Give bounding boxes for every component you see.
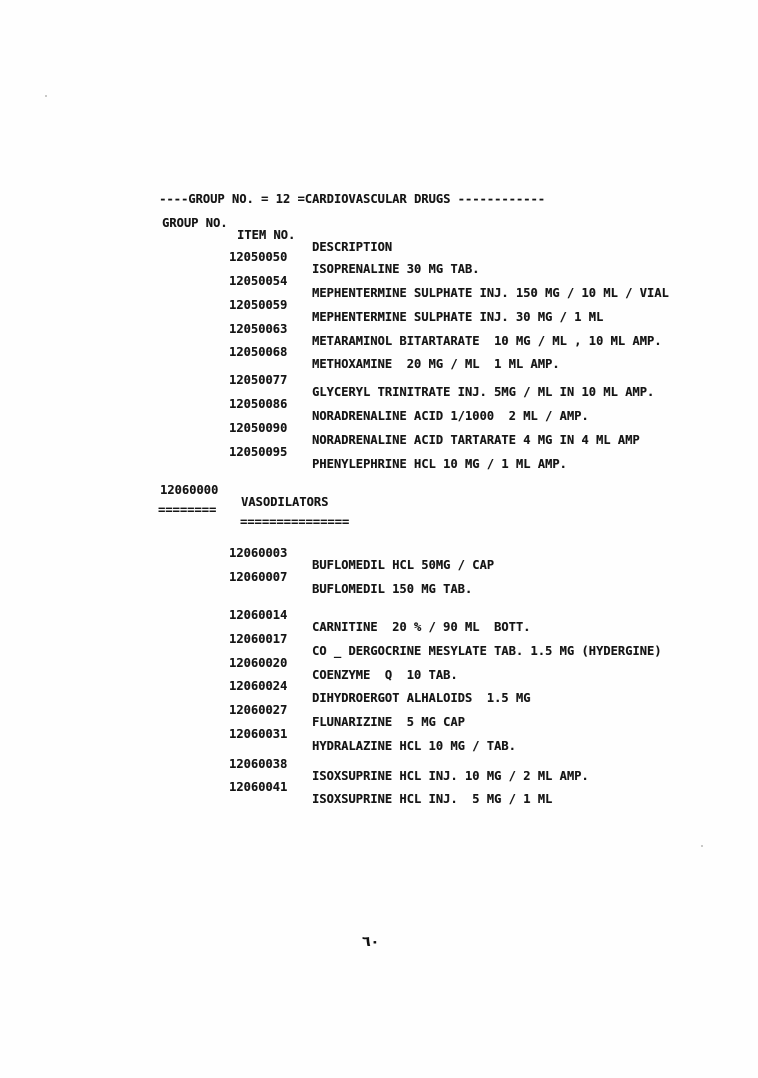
- item-description: ISOXSUPRINE HCL INJ. 10 MG / 2 ML AMP.: [312, 769, 589, 783]
- item-description: CARNITINE 20 % / 90 ML BOTT.: [312, 620, 531, 634]
- drug-row: [0, 559, 758, 596]
- scan-speck: [701, 845, 703, 847]
- drug-row: [0, 746, 758, 783]
- item-description: BUFLOMEDIL 150 MG TAB.: [312, 582, 473, 596]
- item-description: MEPHENTERMINE SULPHATE INJ. 30 MG / 1 ML: [312, 310, 604, 324]
- item-description: NORADRENALINE ACID 1/1000 2 ML / AMP.: [312, 409, 589, 423]
- section-title: VASODILATORS: [241, 495, 329, 509]
- item-number: 12060014: [229, 608, 288, 622]
- column-header-group-no: GROUP NO.: [162, 216, 228, 230]
- item-description: GLYCERYL TRINITRATE INJ. 5MG / ML IN 10 ML AMP.: [312, 385, 655, 399]
- drug-row: [0, 311, 758, 348]
- item-number: 12050086: [229, 397, 288, 411]
- item-number: 12050050: [229, 250, 288, 264]
- item-description: CO _ DERGOCRINE MESYLATE TAB. 1.5 MG (HYDERGINE): [312, 644, 662, 658]
- item-number: 12060031: [229, 727, 288, 741]
- drug-row: [0, 434, 758, 471]
- column-header-item-no: ITEM NO.: [237, 228, 296, 242]
- page-number: ٦٠: [362, 934, 380, 950]
- drug-row: [0, 386, 758, 423]
- item-description: DIHYDROERGOT ALHALOIDS 1.5 MG: [312, 691, 531, 705]
- item-number: 12060038: [229, 757, 288, 771]
- item-description: NORADRENALINE ACID TARTARATE 4 MG IN 4 ML AMP: [312, 433, 640, 447]
- drug-row: [0, 535, 758, 572]
- item-number: 12050090: [229, 421, 288, 435]
- drug-row: [0, 621, 758, 658]
- item-number: 12050059: [229, 298, 288, 312]
- section-group-number: 12060000: [160, 483, 219, 497]
- item-description: BUFLOMEDIL HCL 50MG / CAP: [312, 558, 495, 572]
- column-header-row: [0, 205, 758, 254]
- item-description: METARAMINOL BITARTARATE 10 MG / ML , 10 ML AMP.: [312, 334, 662, 348]
- item-description: COENZYME Q 10 TAB.: [312, 668, 458, 682]
- group-header-text: ----GROUP NO. = 12 =CARDIOVASCULAR DRUGS ------------: [159, 192, 546, 206]
- drug-row: [0, 769, 758, 806]
- column-header-description: DESCRIPTION: [312, 240, 393, 254]
- item-number: 12050077: [229, 373, 288, 387]
- drug-row: [0, 668, 758, 705]
- scan-speck: [45, 95, 47, 97]
- drug-row: [0, 410, 758, 447]
- drug-row: [0, 597, 758, 634]
- section-underline-row: [0, 492, 758, 529]
- item-description: PHENYLEPHRINE HCL 10 MG / 1 ML AMP.: [312, 457, 567, 471]
- item-number: 12060024: [229, 679, 288, 693]
- item-description: HYDRALAZINE HCL 10 MG / TAB.: [312, 739, 516, 753]
- item-number: 12050068: [229, 345, 288, 359]
- drug-row: [0, 645, 758, 682]
- item-description: FLUNARIZINE 5 MG CAP: [312, 715, 465, 729]
- section-group-underline: ========: [158, 503, 217, 517]
- item-number: 12060041: [229, 780, 288, 794]
- section-title-underline: ===============: [240, 515, 350, 529]
- drug-row: [0, 239, 758, 276]
- item-description: ISOPRENALINE 30 MG TAB.: [312, 262, 480, 276]
- drug-row: [0, 692, 758, 729]
- item-number: 12050095: [229, 445, 288, 459]
- item-number: 12060027: [229, 703, 288, 717]
- item-number: 12050063: [229, 322, 288, 336]
- item-description: MEPHENTERMINE SULPHATE INJ. 150 MG / 10 ML / VIAL: [312, 286, 669, 300]
- item-number: 12060017: [229, 632, 288, 646]
- item-number: 12060003: [229, 546, 288, 560]
- item-description: ISOXSUPRINE HCL INJ. 5 MG / 1 ML: [312, 792, 553, 806]
- item-number: 12050054: [229, 274, 288, 288]
- section-heading-row: [0, 472, 758, 509]
- item-number: 12060020: [229, 656, 288, 670]
- drug-row: [0, 334, 758, 371]
- drug-row: [0, 263, 758, 300]
- group-header-line: [130, 181, 758, 206]
- item-description: METHOXAMINE 20 MG / ML 1 ML AMP.: [312, 357, 560, 371]
- drug-row: [0, 287, 758, 324]
- item-number: 12060007: [229, 570, 288, 584]
- drug-row: [0, 716, 758, 753]
- drug-row: [0, 362, 758, 399]
